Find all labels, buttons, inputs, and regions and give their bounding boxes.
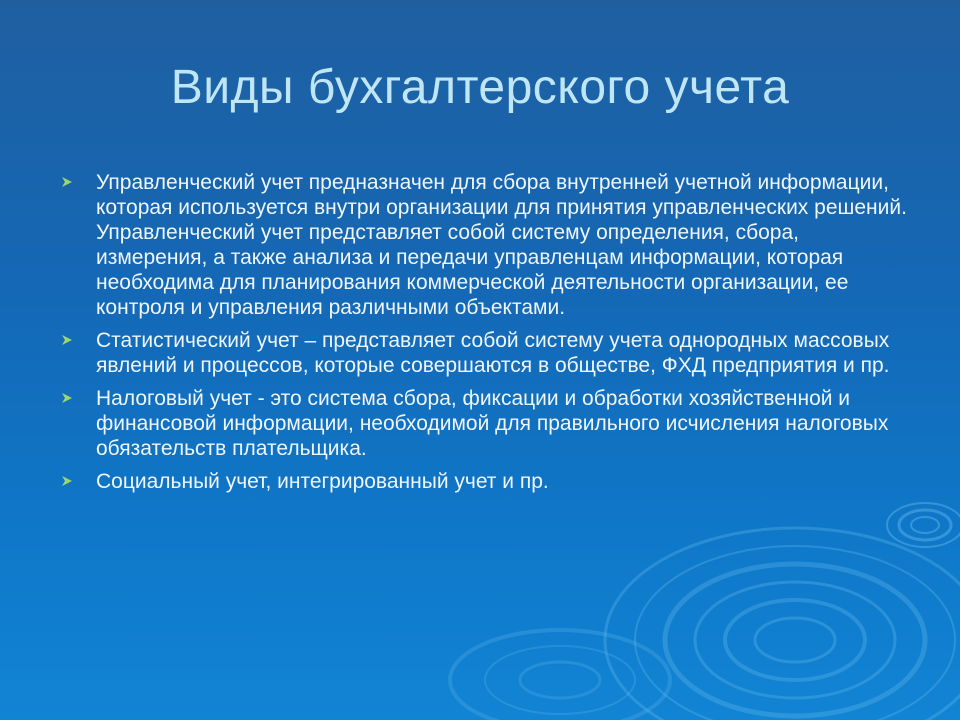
- bullet-item-tax-accounting: [60, 386, 910, 461]
- bullet-item-management-accounting: [60, 170, 910, 320]
- slide-title: Виды бухгалтерского учета: [170, 61, 790, 114]
- bullet-item-statistical-accounting: [60, 328, 910, 378]
- bullet-text: Социальный учет, интегрированный учет и пр.: [96, 470, 549, 493]
- arrowhead-bullet-icon: [60, 474, 74, 488]
- bullet-text: Статистический учет – представляет собой систему учета однородных массовых явлений и процессов, которые совершаются в обществе, ФХД предприятия и пр.: [96, 329, 890, 377]
- bullet-text: Налоговый учет - это система сбора, фиксации и обработки хозяйственной и финансовой информации, необходимой для правильного исчисления налоговых обязательств плательщика.: [96, 387, 889, 460]
- arrowhead-bullet-icon: [60, 391, 74, 405]
- arrowhead-bullet-icon: [60, 333, 74, 347]
- bullet-item-social-accounting: [60, 469, 910, 494]
- arrowhead-bullet-icon: [60, 175, 74, 189]
- bullet-list: [60, 170, 910, 502]
- bullet-text: Управленческий учет предназначен для сбора внутренней учетной информации, которая используется внутри организации для принятия управленческих решений. Управленческий учет представляет собой систему определения, сбора, измерения, а также анализа и передачи управленцам информации, которая необходима для планирования коммерческой деятельности организации, ее контроля и управления различными объектами.: [96, 171, 907, 319]
